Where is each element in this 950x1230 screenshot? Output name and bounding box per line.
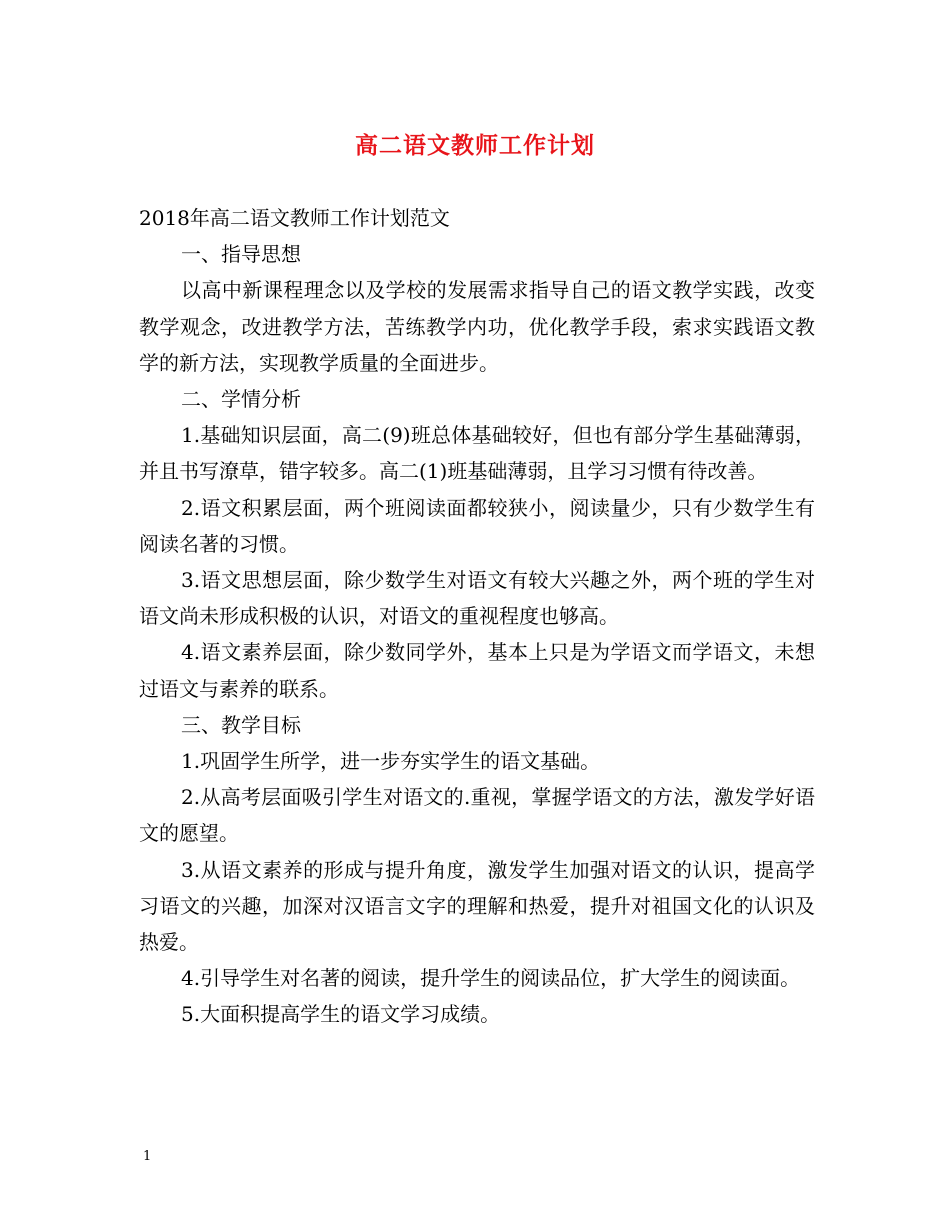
paragraph: 4.语文素养层面，除少数同学外，基本上只是为学语文而学语文，未想过语文与素养的联系。 xyxy=(139,640,815,701)
paragraph: 5.大面积提高学生的语文学习成绩。 xyxy=(181,1002,501,1027)
paragraph: 3.语文思想层面，除少数学生对语文有较大兴趣之外，两个班的学生对语文尚未形成积极的认识，对语文的重视程度也够高。 xyxy=(139,568,815,629)
document-title: 高二语文教师工作计划 xyxy=(355,132,595,159)
paragraph: 2.从高考层面吸引学生对语文的.重视，掌握学语文的方法，激发学好语文的愿望。 xyxy=(139,785,815,846)
page-number: 1 xyxy=(143,1149,152,1164)
paragraph: 以高中新课程理念以及学校的发展需求指导自己的语文教学实践，改变教学观念，改进教学方法，苦练教学内功，优化教学手段，索求实践语文教学的新方法，实现教学质量的全面进步。 xyxy=(139,278,815,375)
paragraph: 1.基础知识层面，高二(9)班总体基础较好，但也有部分学生基础薄弱，并且书写潦草，错字较多。高二(1)班基础薄弱，且学习习惯有待改善。 xyxy=(139,423,815,484)
paragraph-subtitle: 2018年高二语文教师工作计划范文 xyxy=(139,206,450,230)
section-heading-teaching-goals: 三、教学目标 xyxy=(181,712,301,737)
document-body xyxy=(139,200,815,1033)
paragraph: 3.从语文素养的形成与提升角度，激发学生加强对语文的认识，提高学习语文的兴趣，加深对汉语言文字的理解和热爱，提升对祖国文化的认识及热爱。 xyxy=(139,857,815,955)
paragraph: 4.引导学生对名著的阅读，提升学生的阅读品位，扩大学生的阅读面。 xyxy=(181,966,801,991)
paragraph: 1.巩固学生所学，进一步夯实学生的语文基础。 xyxy=(181,749,601,774)
section-heading-guiding-ideology: 一、指导思想 xyxy=(181,242,301,267)
paragraph: 2.语文积累层面，两个班阅读面都较狭小，阅读量少，只有少数学生有阅读名著的习惯。 xyxy=(139,495,815,556)
section-heading-student-analysis: 二、学情分析 xyxy=(181,387,301,412)
